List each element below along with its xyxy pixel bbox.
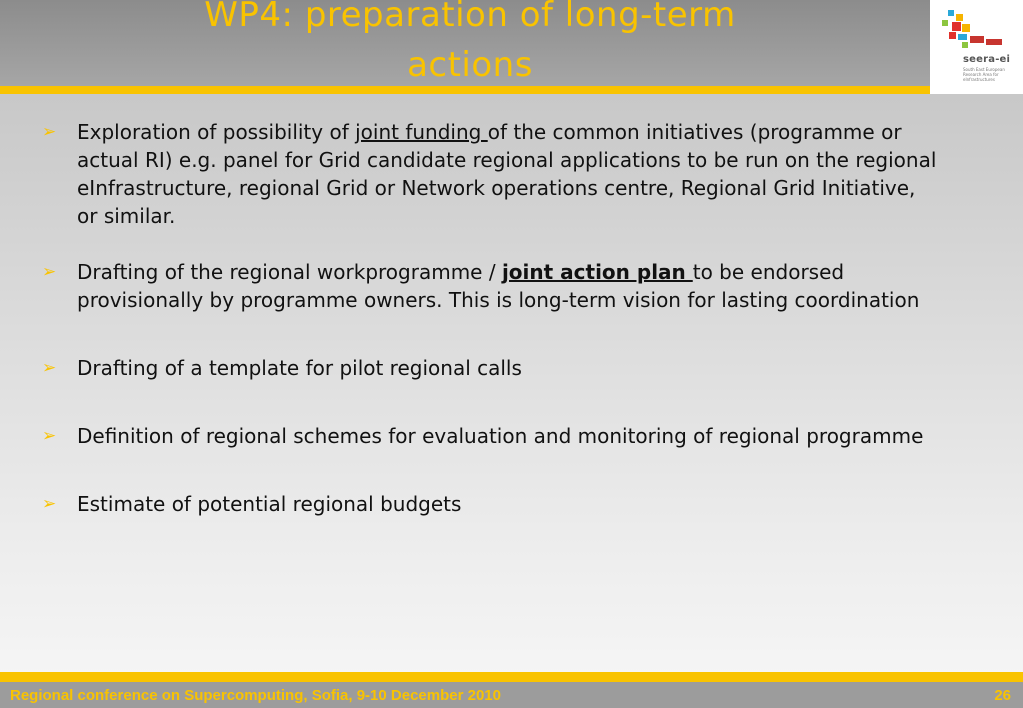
slide-title-line-1: WP4: preparation of long-term	[204, 0, 736, 35]
bullet-item	[42, 354, 942, 382]
bullet-item	[42, 118, 942, 230]
seera-ei-logo	[930, 0, 1023, 94]
bullet-text: Definition of regional schemes for evaluation and monitoring of regional programme	[77, 424, 924, 448]
logo-tagline: South East European Research Area for eInfrastructures	[963, 67, 1005, 82]
bullet-text-after: of the common initiatives (programme or actual RI) e.g. panel for Grid candidate regional applications to be run on the regional eInfrastructure, regional Grid or Network operations centre, Regional Grid Initiative, or similar.	[77, 120, 937, 228]
arrow-bullet-icon: ➢	[42, 494, 57, 514]
logo-name: seera-ei	[963, 54, 1011, 65]
logo-mosaic-icon	[940, 8, 1012, 52]
bullet-text-after: to be endorsed provisionally by programme owners. This is long-term vision for lasting coordination	[77, 260, 920, 312]
slide-title	[140, 0, 800, 90]
bullet-list	[42, 118, 942, 518]
footer-text: Regional conference on Supercomputing, Sofia, 9-10 December 2010	[10, 687, 501, 704]
slide-title-line-2: actions	[407, 45, 533, 85]
bullet-text-before: Exploration of possibility of	[77, 120, 356, 144]
joint-funding-link[interactable]: joint funding	[355, 120, 488, 144]
footer-bar	[0, 682, 1023, 708]
bullet-text-before: Drafting of the regional workprogramme /	[77, 260, 502, 284]
bullet-item	[42, 490, 942, 518]
arrow-bullet-icon: ➢	[42, 122, 57, 142]
bullet-text: Drafting of a template for pilot regional calls	[77, 356, 522, 380]
bullet-item	[42, 422, 942, 450]
bullet-item	[42, 258, 942, 314]
page-number: 26	[994, 687, 1011, 704]
arrow-bullet-icon: ➢	[42, 262, 57, 282]
joint-action-plan-link[interactable]: joint action plan	[501, 260, 693, 284]
bullet-text: Estimate of potential regional budgets	[77, 492, 462, 516]
footer-rule	[0, 672, 1023, 682]
arrow-bullet-icon: ➢	[42, 358, 57, 378]
arrow-bullet-icon: ➢	[42, 426, 57, 446]
